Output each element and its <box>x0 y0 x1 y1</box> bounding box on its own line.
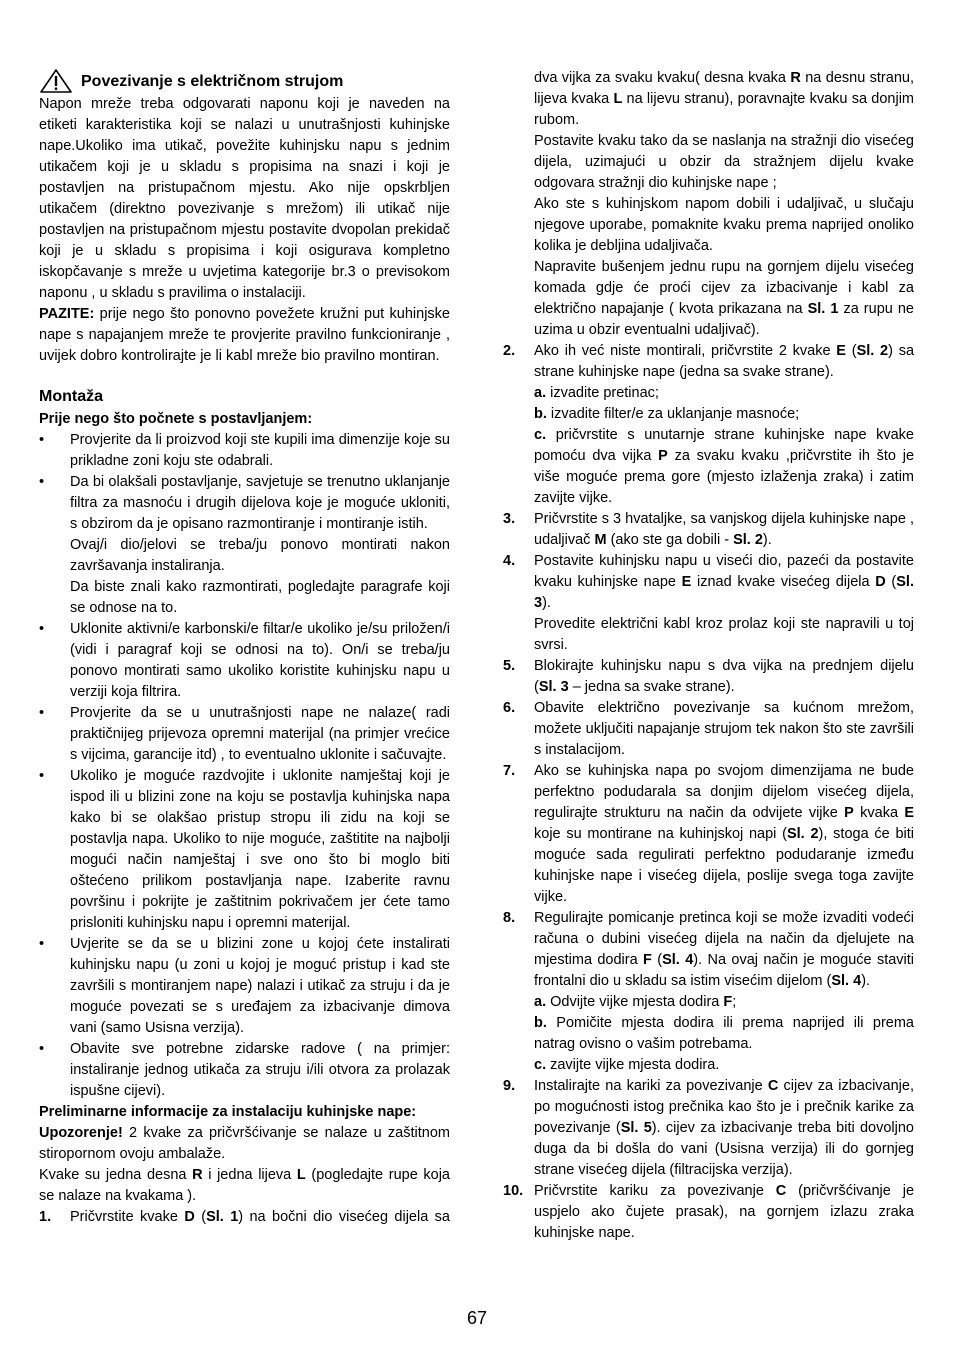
list-item: • Ukoliko je moguće razdvojite i uklonite namještaj koji je ispod ili u blizini zone na koju se postavlja kuhinjska napa kako bi se olakšao pristup stropu ili zidu na koji se postavlja napa. Ukoliko to nije moguće, zaštitite na najbolji mogući način namještaj i sve ono što bi moglo biti oštećeno prilikom postavljanja nape. Izaberite ravnu površinu i pokrijte je zaštitnim pokrivačem jer ćete tamo prisloniti kuhinjsku napu i opremni materijal. <box>39 766 450 934</box>
step-number: 7. <box>503 763 516 779</box>
step-2: 2. Ako ih već niste montirali, pričvrstite 2 kvake E (Sl. 2) sa strane kuhinjske nape (jedna sa svake strane). a. izvadite pretinac; b. izvadite filter/e za uklanjanje masnoće; c. pričvrstite s unutarnje strane kuhinjske nape kvake pomoću dva vijka P za svaku kvaku ,pričvrstite ih što je više moguće prema gore (mjesto izlaženja zraka) i zatim zavijte vijke. <box>503 341 914 509</box>
step-3: 3. Pričvrstite s 3 hvataljke, sa vanjskog dijela kuhinjske nape , udaljivač M (ako ste ga dobili - Sl. 2). <box>503 509 914 551</box>
step-4: 4. Postavite kuhinjsku napu u viseći dio, pazeći da postavite kvaku kuhinjske nape E iznad kvake visećeg dijela D (Sl. 3). Provedite električni kabl kroz prolaz koji ste napravili u toj svrsi. <box>503 551 914 656</box>
step-number: 3. <box>503 511 516 527</box>
subheading: Preliminarne informacije za instalaciju kuhinjske nape: <box>39 1104 417 1120</box>
step-number: 2. <box>503 343 516 359</box>
section-heading-montaza: Montaža <box>39 388 103 405</box>
step-1-continued: dva vijka za svaku kvaku( desna kvaka R na desnu stranu, lijeva kvaka L na lijevu stranu), poravnajte kvaku sa donjim rubom. Postavite kvaku tako da se naslanja na stražnji dio visećeg dijela, uzimajući u obzir da stražnjem dijelu kvake odgovara stražnji dio kuhinjske nape ; Ako ste s kuhinjskom napom dobili i udaljivač, u slučaju njegove uporabe, pomaknite kvaku prema naprijed onoliko kolika je debljina udaljivača. Napravite bušenjem jednu rupu na gornjem dijelu visećeg komada gdje će proći cijev za izbacivanje i kabl za električno napajanje ( kvota prikazana na Sl. 1 za rupu ne uzima u obzir eventualni udaljivač). <box>534 70 915 338</box>
bullet-mark: • <box>39 1041 45 1057</box>
step-number: 1. <box>39 1209 52 1225</box>
warning-triangle-icon <box>39 68 73 94</box>
right-column <box>503 68 914 1244</box>
step-9: 9. Instalirajte na kariki za povezivanje C cijev za izbacivanje, po mogućnosti istog prečnika kao što je i prečnik karike za povezivanje (Sl. 5). cijev za izbacivanje treba biti dovoljno duga da bi došla do vani (Usisna verzija) ili do gornjeg strane visećeg dijela (filtracijska verzija). <box>503 1076 914 1181</box>
left-column <box>39 68 450 1228</box>
list-item: • Obavite sve potrebne zidarske radove ( na primjer: instaliranje jednog utikača za struju i/ili otvora za prolazak ispušne cijevi). <box>39 1039 450 1102</box>
bullet-mark: • <box>39 705 45 721</box>
bullet-mark: • <box>39 432 45 448</box>
step-number: 4. <box>503 553 516 569</box>
subheading: Prije nego što počnete s postavljanjem: <box>39 411 313 427</box>
step-5: 5. Blokirajte kuhinjsku napu s dva vijka na prednjem dijelu (Sl. 3 – jedna sa svake strane). <box>503 656 914 698</box>
bullet-mark: • <box>39 474 45 490</box>
list-item: • Provjerite da se u unutrašnjosti nape ne nalaze( radi praktičnijeg prijevoza opremni materijal (na primjer vrećice s vijcima, garancije itd) , to eventualno uklonite i sačuvajte. <box>39 703 450 766</box>
step-number: 10. <box>503 1183 524 1199</box>
step-1: 1. Pričvrstite kvake D (Sl. 1) na bočni dio visećeg dijela sa <box>39 1207 450 1228</box>
paragraph: Upozorenje! 2 kvake za pričvršćivanje se nalaze u zaštitnom stiropornom ovoju ambalaže. <box>39 1125 450 1162</box>
list-item: • Da bi olakšali postavljanje, savjetuje se trenutno uklanjanje filtra za masnoću i drugih dijelova koje je moguće ukloniti, s obzirom da je opisano razmontiranje i montiranje istih. Ovaj/i dio/jelovi se treba/ju ponovo montirati nakon završavanja instaliranja. Da biste znali kako razmontirati, pogledajte paragrafe koji se odnose na to. <box>39 472 450 619</box>
step-number: 8. <box>503 910 516 926</box>
section-heading-electrical: Povezivanje s električnom strujom <box>39 68 450 94</box>
step-10: 10. Pričvrstite kariku za povezivanje C (pričvršćivanje je uspjelo ako čujete prasak), na gornjem izlazu zraka kuhinjske nape. <box>503 1181 914 1244</box>
bullet-mark: • <box>39 936 45 952</box>
list-item: • Uvjerite se da se u blizini zone u kojoj ćete instalirati kuhinjsku napu (u zoni u kojoj je moguć pristup i kad ste završili s montiranjem nape) nalazi i utikač za struju i da je moguće povezati se s uređajem za izbacivanje dimova vani (samo Usisna verzija). <box>39 934 450 1039</box>
step-6: 6. Obavite električno povezivanje sa kućnom mrežom, možete uključiti napajanje strujom tek nakon što ste završili s instalacijom. <box>503 698 914 761</box>
list-item: • Uklonite aktivni/e karbonski/e filtar/e ukoliko je/su priložen/i (vidi i paragraf koji se odnosi na to). On/i se treba/ju ponovo montirati samo ukoliko koristite kuhinjsku napu u verziji koja filtrira. <box>39 619 450 703</box>
step-8: 8. Regulirajte pomicanje pretinca koji se može izvaditi vodeći računa o dubini visećeg dijela na način da djelujete na mjestima dodira F (Sl. 4). Na ovaj način je moguće staviti frontalni dio u skladu sa istim visećim dijelom (Sl. 4). a. Odvijte vijke mjesta dodira F; b. Pomičite mjesta dodira ili prema naprijed ili prema natrag ovisno o vašim potrebama. c. zavijte vijke mjesta dodira. <box>503 908 914 1076</box>
bullet-mark: • <box>39 768 45 784</box>
step-number: 9. <box>503 1078 516 1094</box>
list-item: • Provjerite da li proizvod koji ste kupili ima dimenzije koje su prikladne zoni koju ste odabrali. <box>39 430 450 472</box>
step-7: 7. Ako se kuhinjska napa po svojom dimenzijama ne bude perfektno podudarala sa donjim dijelom visećeg dijela, regulirajte strukturu na način da odvijete vijke P kvaka E koje su montirane na kuhinjskoj napi (Sl. 2), stoga će biti moguće sada regulirati perfektno podudaranje između kuhinjske nape i visećeg dijela, poslije svega toga zavijte vijke. <box>503 761 914 908</box>
page-number: 67 <box>466 1308 488 1328</box>
bullet-mark: • <box>39 621 45 637</box>
step-number: 6. <box>503 700 516 716</box>
paragraph: PAZITE: prije nego što ponovno povežete kružni put kuhinjske nape s napajanjem mreže te provjerite pravilno funkcioniranje , uvijek dobro kontrolirajte je li kabl mreže bio pravilno montiran. <box>39 306 450 364</box>
step-number: 5. <box>503 658 516 674</box>
paragraph: Kvake su jedna desna R i jedna lijeva L (pogledajte rupe koja se nalaze na kvakama ). <box>39 1167 450 1204</box>
paragraph: Napon mreže treba odgovarati naponu koji je naveden na etiketi karakteristika koji se nalazi u unutrašnjosti kuhinjske nape.Ukoliko ima utikač, povežite kuhinjsku napu s jednim utikačem koji je u skladu s propisima na snazi i koji je postavljen na pristupačnom mjestu. Ako nije opskrbljen utikačem (direktno povezivanje s mrežom) ili utikač nije postavljen na pristupačnom mjestu postavite dvopolan prekidač koji je u skladu s propisima i koji osigurava kompletno iskopčavanje s mreže u uvjetima kategorije br.3 o previsokom naponu , u skladu s pravilima o instalaciji. <box>39 96 450 301</box>
